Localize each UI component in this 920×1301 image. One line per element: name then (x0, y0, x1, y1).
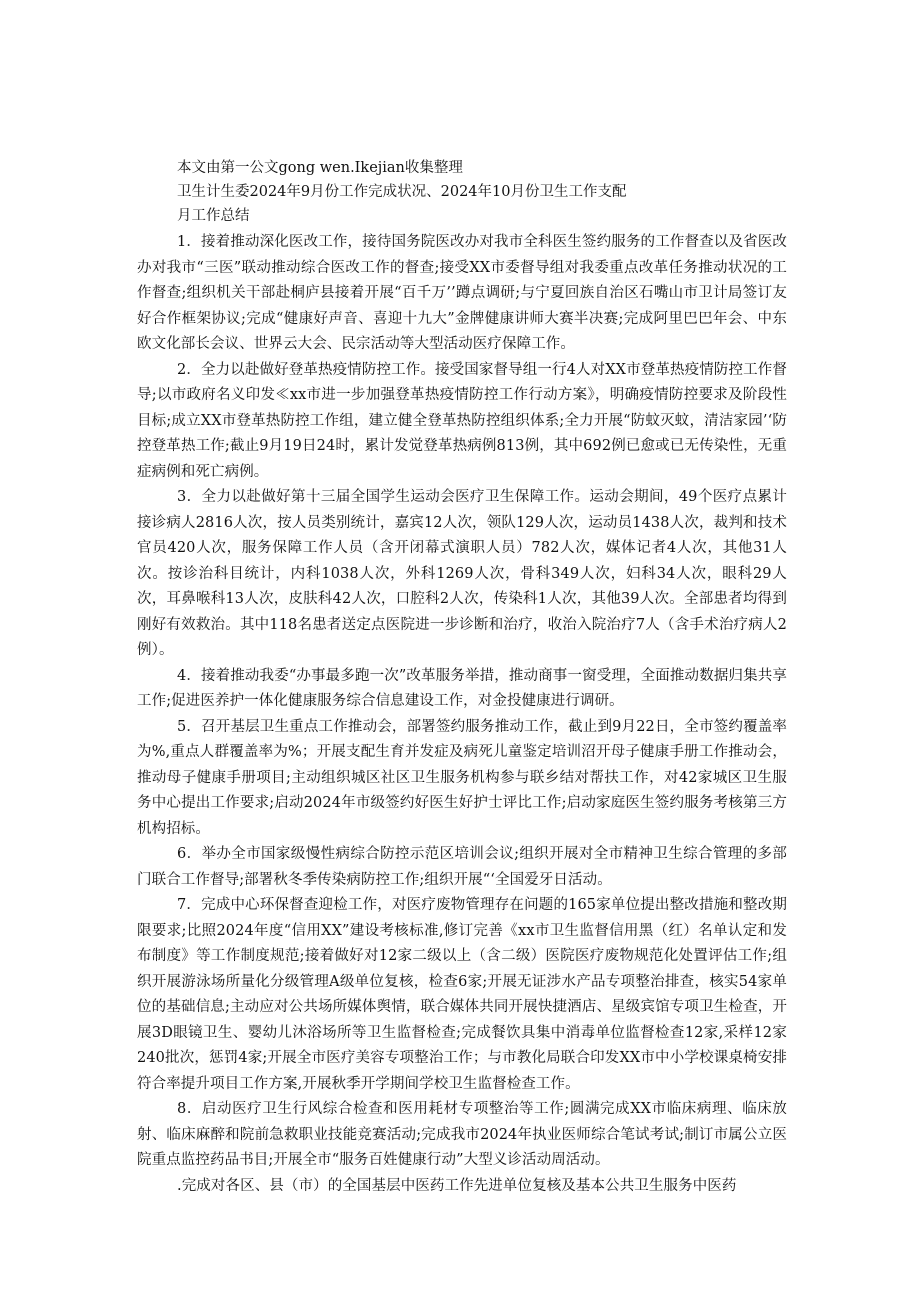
paragraph-4: 4．接着推动我委“办事最多跑一次”改革服务举措，推动商事一窗受理，全面推动数据归集共享工作;促进医养护一体化健康服务综合信息建设工作，对金投健康进行调研。 (137, 667, 787, 709)
paragraph-6: 6．举办全市国家级慢性病综合防控示范区培训会议;组织开展对全市精神卫生综合管理的多部门联合工作督导;部署秋冬季传染病防控工作;组织开展“‘全国爱牙日活动。 (137, 846, 787, 888)
source-line: 本文由第一公文gong wen.Ikejian收集整理 (177, 160, 463, 176)
paragraph-8: 8．启动医疗卫生行风综合检查和医用耗材专项整治等工作;圆满完成XX市临床病理、临床放射、临床麻醉和院前急救职业技能竞赛活动;完成我市2024年执业医师综合笔试考试;制订市属公立医院重点监控药品书目;开展全市“服务百姓健康行动”大型义诊活动周活动。 (137, 1101, 787, 1168)
paragraph-1: 1．接着推动深化医改工作，接待国务院医改办对我市全科医生签约服务的工作督查以及省医改办对我市“三医”联动推动综合医改工作的督查;接受XX市委督导组对我委重点改革任务推动状况的工作督查;组织机关干部赴桐庐县接着开展“百千万’’蹲点调研;与宁夏回族自治区石嘴山市卫计局签订友好合作框架协议;完成“健康好声音、喜迎十九大”金牌健康讲师大赛半决赛;完成阿里巴巴年会、中东欧文化部长会议、世界云大会、民宗活动等大型活动医疗保障工作。 (137, 234, 787, 352)
document-page (137, 156, 787, 1199)
paragraph-3: 3．全力以赴做好第十三届全国学生运动会医疗卫生保障工作。运动会期间，49个医疗点累计接诊病人2816人次，按人员类别统计，嘉宾12人次，领队129人次，运动员1438人次，裁判和技术官员420人次，服务保障工作人员（含开闭幕式演职人员）782人次，媒体记者4人次，其他31人次。按诊治科目统计，内科1038人次，外科1269人次，骨科349人次，妇科34人次，眼科29人次，耳鼻喉科13人次，皮肤科42人次，口腔科2人次，传染科1人次，其他39人次。全部患者均得到刚好有效救治。其中118名患者送定点医院进一步诊断和治疗，收治入院治疗7人（含手术治疗病人2例）。 (137, 489, 787, 658)
paragraph-7: 7．完成中心环保督查迎检工作，对医疗废物管理存在问题的165家单位提出整改措施和整改期限要求;比照2024年度“信用XX”建设考核标准,修订完善《xx市卫生监督信用黑（红）名单认定和发布制度》等工作制度规范;接着做好对12家二级以上（含二级）医院医疗废物规范化处置评估工作;组织开展游泳场所量化分级管理A级单位复核，检查6家;开展无证涉水产品专项整治排查，核实54家单位的基础信息;主动应对公共场所媒体舆情，联合媒体共同开展快捷酒店、星级宾馆专项卫生检查，开展3D眼镜卫生、婴幼儿沐浴场所等卫生监督检查;完成餐饮具集中消毒单位监督检查12家,采样12家240批次，惩罚4家;开展全市医疗美容专项整治工作；与市教化局联合印发XX市中小学校课桌椅安排符合率提升项目工作方案,开展秋季开学期间学校卫生监督检查工作。 (137, 897, 787, 1092)
paragraph-2: 2．全力以赴做好登革热疫情防控工作。接受国家督导组一行4人对XX市登革热疫情防控工作督导;以市政府名义印发≪xx市进一步加强登革热疫情防控工作行动方案》，明确疫情防控要求及阶段性目标;成立XX市登革热防控工作组，建立健全登革热防控组织体系;全力开展“防蚊灭蚊，清洁家园’‘防控登革热工作;截止9月19日24时，累计发觉登革热病例813例，其中692例已愈或已无传染性，无重症病例和死亡病例。 (137, 361, 787, 480)
paragraph-5: 5．召开基层卫生重点工作推动会，部署签约服务推动工作，截止到9月22日，全市签约覆盖率为%,重点人群覆盖率为%；开展支配生育并发症及病死儿童鉴定培训沼开母子健康手册工作推动会，推动母子健康手册项目;主动组织城区社区卫生服务机构参与联乡结对帮扶工作，对42家城区卫生服务中心提出工作要求;启动2024年市级签约好医生好护士评比工作;启动家庭医生签约服务考核第三方机构招标。 (137, 718, 787, 837)
paragraph-9: .完成对各区、县（市）的全国基层中医药工作先进单位复核及基本公共卫生服务中医药 (177, 1177, 737, 1194)
document-title: 卫生计生委2024年9月份工作完成状况、2024年10月份卫生工作支配 (177, 184, 627, 200)
document-title-continued: 月工作总结 (177, 208, 250, 224)
